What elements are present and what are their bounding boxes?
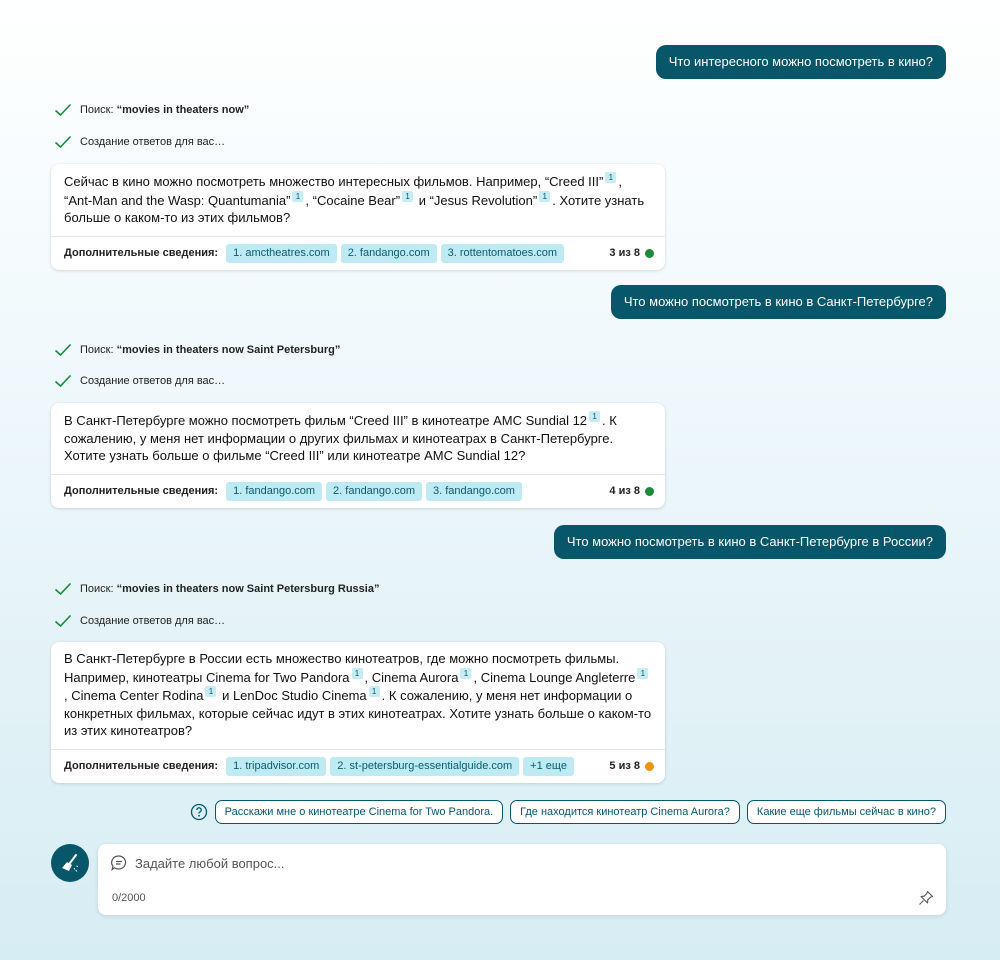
status-dot xyxy=(645,249,654,258)
generating-status xyxy=(54,372,225,390)
status-dot xyxy=(645,487,654,496)
source-link[interactable]: 1. amctheatres.com xyxy=(226,244,337,263)
source-link[interactable]: 3. rottentomatoes.com xyxy=(441,244,564,263)
turn-counter: 4 из 8 xyxy=(609,485,654,497)
answer-text: В Санкт-Петербурге в России есть множество кинотеатров, где можно посмотреть фильмы. Например, кинотеатры Cinema for Two Pandora 1 , Cinema Aurora 1 , Cinema Lounge Angleterre 1, Cinema Center Rodina 1 и LenDoc Studio Cinema 1 . К сожалению, у меня нет информации о конкретных фильмах, которые сейчас идут в этих кинотеатрах. Хотите узнать больше о каком-то из этих кинотеатров? xyxy=(64,651,652,738)
sources-label: Дополнительные сведения: xyxy=(64,485,219,497)
sources-bar xyxy=(51,236,665,270)
new-topic-button[interactable] xyxy=(51,844,89,882)
citation-badge[interactable]: 1 xyxy=(369,686,380,697)
search-status xyxy=(54,101,249,119)
citation-badge[interactable]: 1 xyxy=(637,668,648,679)
citation-badge[interactable]: 1 xyxy=(460,668,471,679)
chat-bubble-icon xyxy=(110,854,128,872)
citation-badge[interactable]: 1 xyxy=(402,191,413,202)
question-circle-icon[interactable] xyxy=(190,803,208,821)
user-message: Что можно посмотреть в кино в Санкт-Петербурге? xyxy=(611,285,946,319)
search-query: “movies in theaters now Saint Petersburg Russia” xyxy=(116,583,380,595)
chat-input[interactable] xyxy=(135,853,835,873)
citation-badge[interactable]: 1 xyxy=(539,191,550,202)
turn-counter: 5 из 8 xyxy=(609,760,654,772)
citation-badge[interactable]: 1 xyxy=(605,172,616,183)
answer-card xyxy=(51,642,665,783)
search-query: “movies in theaters now Saint Petersburg” xyxy=(116,344,341,356)
sources-bar xyxy=(51,749,665,783)
user-message: Что интересного можно посмотреть в кино? xyxy=(656,45,946,79)
checkmark-icon xyxy=(54,341,72,359)
source-link[interactable]: 2. st-petersburg-essentialguide.com xyxy=(330,757,519,776)
citation-badge[interactable]: 1 xyxy=(352,668,363,679)
generating-text: Создание ответов для вас… xyxy=(80,615,226,627)
status-dot xyxy=(645,762,654,771)
suggestion-row xyxy=(190,800,946,824)
generating-status xyxy=(54,133,225,151)
search-prefix: Поиск: xyxy=(80,583,114,595)
answer-card xyxy=(51,403,665,508)
answer-text: В Санкт-Петербурге можно посмотреть фильм “Creed III” в кинотеатре AMC Sundial 12 1 . К сожалению, у меня нет информации о других фильмах и кинотеатрах в Санкт-Петербурге. Хотите узнать больше о фильме “Creed III” или кинотеатре AMC Sundial 12? xyxy=(64,412,617,463)
search-prefix: Поиск: xyxy=(80,344,114,356)
source-link[interactable]: 2. fandango.com xyxy=(326,482,422,501)
source-link[interactable]: 2. fandango.com xyxy=(341,244,437,263)
checkmark-icon xyxy=(54,133,72,151)
source-link[interactable]: 1. tripadvisor.com xyxy=(226,757,326,776)
more-sources-link[interactable]: +1 еще xyxy=(523,757,574,776)
checkmark-icon xyxy=(54,580,72,598)
search-prefix: Поиск: xyxy=(80,104,114,116)
generating-text: Создание ответов для вас… xyxy=(80,375,226,387)
sources-label: Дополнительные сведения: xyxy=(64,247,219,259)
generating-text: Создание ответов для вас… xyxy=(80,136,226,148)
checkmark-icon xyxy=(54,101,72,119)
citation-badge[interactable]: 1 xyxy=(205,686,216,697)
broom-icon xyxy=(59,852,81,874)
search-status xyxy=(54,341,340,359)
suggestion-chip[interactable]: Какие еще фильмы сейчас в кино? xyxy=(747,800,946,824)
pin-icon[interactable] xyxy=(918,890,934,906)
sources-bar xyxy=(51,474,665,508)
citation-badge[interactable]: 1 xyxy=(589,411,600,422)
suggestion-chip[interactable]: Где находится кинотеатр Cinema Aurora? xyxy=(510,800,740,824)
answer-text: Сейчас в кино можно посмотреть множество интересных фильмов. Например, “Creed III” 1 , “Ant-Man and the Wasp: Quantumania” 1 , “Cocaine Bear” 1 и “Jesus Revolution” 1 . Хотите узнать больше о каком-то из этих фильмов? xyxy=(64,173,645,225)
source-link[interactable]: 1. fandango.com xyxy=(226,482,322,501)
checkmark-icon xyxy=(54,372,72,390)
user-message: Что можно посмотреть в кино в Санкт-Петербурге в России? xyxy=(554,525,946,559)
suggestion-chip[interactable]: Расскажи мне о кинотеатре Cinema for Two Pandora. xyxy=(215,800,503,824)
sources-label: Дополнительные сведения: xyxy=(64,760,219,772)
char-counter: 0/2000 xyxy=(112,892,146,904)
citation-badge[interactable]: 1 xyxy=(292,191,303,202)
search-status xyxy=(54,580,379,598)
turn-counter: 3 из 8 xyxy=(609,247,654,259)
chat-input-box xyxy=(98,844,946,915)
source-link[interactable]: 3. fandango.com xyxy=(426,482,522,501)
answer-card xyxy=(51,164,665,270)
search-query: “movies in theaters now” xyxy=(116,104,250,116)
checkmark-icon xyxy=(54,612,72,630)
generating-status xyxy=(54,612,225,630)
